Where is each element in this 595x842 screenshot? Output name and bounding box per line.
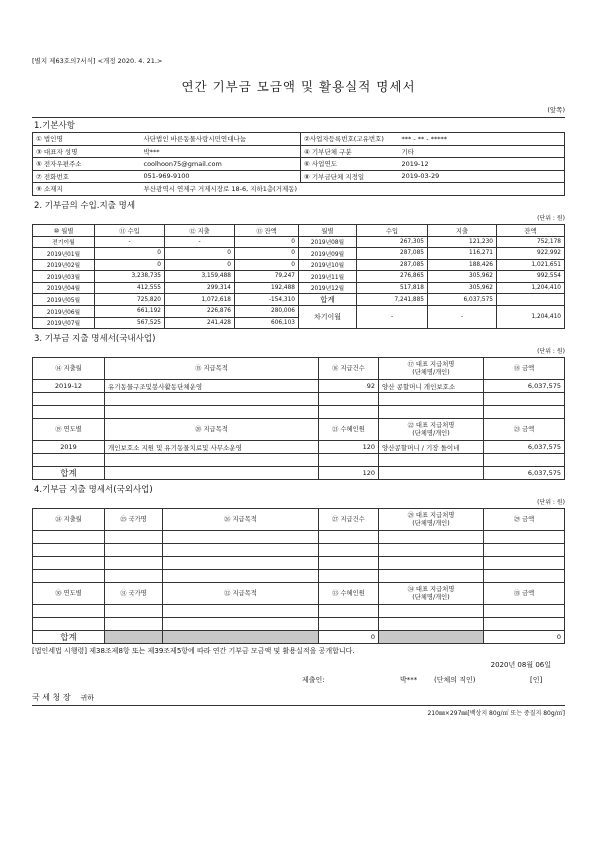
phone: 051-969-9100 xyxy=(141,170,301,183)
month-cell: 2019년12월 xyxy=(299,282,357,294)
table-row xyxy=(33,380,565,393)
balance-cell: 0 xyxy=(235,248,299,260)
balance-cell: 992,554 xyxy=(497,271,565,283)
sum-amount: 0 xyxy=(484,631,565,644)
rep-label: ③ 대표자 성명 xyxy=(33,145,141,158)
table-row xyxy=(33,441,565,454)
submitter-role: (단체의 직인) xyxy=(434,676,476,684)
income-cell: 3,238,735 xyxy=(95,271,165,283)
section3-title: 3. 기부금 지출 명세서(국내사업) xyxy=(34,334,156,344)
header-count: ⑯ 지급건수 xyxy=(319,358,379,380)
header-year: ⑲ 연도별 xyxy=(33,419,105,441)
month-cell: 2019년09월 xyxy=(299,248,357,260)
expense-cell: 305,962 xyxy=(428,282,497,294)
table-row xyxy=(33,618,565,631)
section2-title: 2. 기부금의 수입.지출 명세 xyxy=(34,200,136,211)
income-expense-table xyxy=(32,224,565,330)
header-recipient: ⑰ 대표 지급처명 (단체명/개인) xyxy=(379,358,484,380)
year-label: ⑥ 사업연도 xyxy=(301,158,399,171)
expense-cell: 3,159,488 xyxy=(165,271,235,283)
income-cell: 661,192 xyxy=(95,306,165,318)
side-label: (앞쪽) xyxy=(547,106,565,114)
submitter-label: 제출인: xyxy=(302,676,325,684)
document-title: 연간 기부금 모금액 및 활용실적 명세서 xyxy=(181,79,416,94)
year-cell: 2019 xyxy=(33,441,105,454)
expense-cell: 188,426 xyxy=(428,259,497,271)
header-amount: ⑱ 금액 xyxy=(484,358,565,380)
rep-name: 박*** xyxy=(141,145,301,158)
month-cell: 전기이월 xyxy=(33,236,95,248)
header-month-2: 월별 xyxy=(299,224,357,236)
total-label: 합계 xyxy=(299,294,357,306)
total-income: 7,241,885 xyxy=(357,294,428,306)
addressee-name: 국 세 청 장 xyxy=(32,693,71,702)
count-cell: 92 xyxy=(319,380,379,393)
expense-cell: 1,072,618 xyxy=(165,294,235,306)
table-row xyxy=(33,248,565,260)
header-balance-2: 잔액 xyxy=(497,224,565,236)
income-cell: 0 xyxy=(95,248,165,260)
month-cell: 2019년04월 xyxy=(33,282,95,294)
org-type: 기타 xyxy=(399,145,565,158)
sum-amount: 6,037,575 xyxy=(484,467,565,480)
header-income: ⑪ 수입 xyxy=(95,224,165,236)
table-row xyxy=(33,454,565,467)
header-country: ㉕ 국가명 xyxy=(105,509,163,531)
sum-count: 0 xyxy=(319,631,379,644)
balance-cell: 752,178 xyxy=(497,236,565,248)
signature-line xyxy=(32,675,565,689)
header-expense: ⑫ 지출 xyxy=(165,224,235,236)
sum-label: 합계 xyxy=(33,631,105,644)
balance-cell: -154,310 xyxy=(235,294,299,306)
balance-cell: 1,021,651 xyxy=(497,259,565,271)
designated-date: 2019-03-29 xyxy=(399,170,565,183)
bizno: *** - ** - ***** xyxy=(399,133,565,146)
type-label: ④ 기부단체 구분 xyxy=(301,145,399,158)
email-label: ⑤ 전자우편주소 xyxy=(33,158,141,171)
balance-cell: 606,103 xyxy=(235,317,299,329)
income-cell: 267,305 xyxy=(357,236,428,248)
month-cell: 2019년03월 xyxy=(33,271,95,283)
carry-income: - xyxy=(357,306,428,329)
basic-info-table xyxy=(32,132,565,196)
balance-cell: 0 xyxy=(235,236,299,248)
address-label: ⑨ 소재지 xyxy=(33,183,141,196)
header-recipient: ㉞ 대표 지급처명 (단체명/개인) xyxy=(379,583,484,605)
table-row xyxy=(33,393,565,406)
paper-spec: 210㎜×297㎜[백상지 80g/㎡ 또는 중질지 80g/㎡] xyxy=(32,705,565,717)
balance-cell: 1,204,410 xyxy=(497,282,565,294)
balance-cell: 0 xyxy=(235,259,299,271)
month-cell: 2019년02월 xyxy=(33,259,95,271)
expense-cell: 241,428 xyxy=(165,317,235,329)
month-cell: 2019년07월 xyxy=(33,317,95,329)
sum-label: 합계 xyxy=(33,467,105,480)
table-row xyxy=(33,259,565,271)
balance-cell: 79,247 xyxy=(235,271,299,283)
sum-row xyxy=(33,631,565,644)
table-row xyxy=(33,236,565,248)
carry-label: 차기이월 xyxy=(299,306,357,329)
carry-expense: - xyxy=(428,306,497,329)
expense-cell: 121,230 xyxy=(428,236,497,248)
email: coolhoon75@gmail.com xyxy=(141,158,301,171)
month-cell: 2019년05월 xyxy=(33,294,95,306)
seal-mark: [인] xyxy=(530,676,543,684)
header-year: ㉚ 연도별 xyxy=(33,583,105,605)
header-recipient: ㉘ 대표 지급처명 (단체명/개인) xyxy=(379,509,484,531)
income-cell: 517,818 xyxy=(357,282,428,294)
balance-cell: 280,006 xyxy=(235,306,299,318)
table-row xyxy=(33,557,565,570)
table-row xyxy=(33,271,565,283)
income-cell: 287,085 xyxy=(357,248,428,260)
header-amount: ㉙ 금액 xyxy=(484,509,565,531)
expense-cell: 116,271 xyxy=(428,248,497,260)
org-name-label: ① 법인명 xyxy=(33,133,141,146)
org-name: 사단법인 바른동물사랑시민연대나눔 xyxy=(141,133,301,146)
section4-title: 4.기부금 지출 명세서(국외사업) xyxy=(34,485,153,495)
header-purpose: ㉖ 지급목적 xyxy=(163,509,319,531)
month-cell: 2019년08월 xyxy=(299,236,357,248)
address: 부산광역시 연제구 거제시장로 18-6, 지하1층(거제동) xyxy=(141,183,565,196)
header-expense-month: ⑭ 지출월 xyxy=(33,358,105,380)
table-row xyxy=(33,294,565,306)
table-row xyxy=(33,406,565,419)
purpose-cell: 유기동물구조및봉사활동단체운영 xyxy=(105,380,319,393)
header-amount: ㉟ 금액 xyxy=(484,583,565,605)
balance-cell: 922,992 xyxy=(497,248,565,260)
table-row xyxy=(33,570,565,583)
month-cell: 2019년10월 xyxy=(299,259,357,271)
domestic-expense-table xyxy=(32,357,565,480)
header-purpose: ㉜ 지급목적 xyxy=(163,583,319,605)
header-purpose: ⑳ 지급목적 xyxy=(105,419,319,441)
submission-date: 2020년 08월 06일 xyxy=(490,661,551,669)
income-cell: 287,085 xyxy=(357,259,428,271)
header-country: ㉛ 국가명 xyxy=(105,583,163,605)
header-expense-month: ㉔ 지출월 xyxy=(33,509,105,531)
header-balance: ⑬ 잔액 xyxy=(235,224,299,236)
legal-note: [법인세법 시행령] 제38조제8항 또는 제39조제5항에 따라 연간 기부금 모금액 및 활용실적을 공개합니다. xyxy=(32,647,355,655)
bizno-label: ②사업자등록번호(고유번호) xyxy=(301,133,399,146)
sum-beneficiaries: 120 xyxy=(319,467,379,480)
income-cell: - xyxy=(95,236,165,248)
table-row xyxy=(33,531,565,544)
header-expense-2: 지출 xyxy=(428,224,497,236)
expense-cell: 0 xyxy=(165,259,235,271)
income-cell: 276,865 xyxy=(357,271,428,283)
header-amount: ㉓ 금액 xyxy=(484,419,565,441)
section3-unit: (단위 : 원) xyxy=(537,348,565,355)
table-row xyxy=(33,544,565,557)
overseas-expense-table xyxy=(32,508,565,644)
form-number: [별지 제63호의7서식] <개정 2020. 4. 21.> xyxy=(32,57,163,65)
addressee xyxy=(32,692,565,703)
month-cell: 2019년06월 xyxy=(33,306,95,318)
table-row xyxy=(33,306,565,318)
recipient-cell: 양산 콩할머니 개인보호소 xyxy=(379,380,484,393)
expense-cell: 0 xyxy=(165,248,235,260)
month-cell: 2019년01월 xyxy=(33,248,95,260)
balance-cell: 192,488 xyxy=(235,282,299,294)
month-cell: 2019년11월 xyxy=(299,271,357,283)
header-count: ㉗ 지급건수 xyxy=(319,509,379,531)
amount-cell: 6,037,575 xyxy=(484,380,565,393)
header-purpose: ⑮ 지급목적 xyxy=(105,358,319,380)
table-row xyxy=(33,605,565,618)
header-beneficiaries: ㉑ 수혜인원 xyxy=(319,419,379,441)
header-recipient: ㉒ 대표 지급처명 (단체명/개인) xyxy=(379,419,484,441)
purpose-cell: 개인보호소 지원 및 유기동물치료및 사무소운영 xyxy=(105,441,319,454)
business-year: 2019-12 xyxy=(399,158,565,171)
income-cell: 725,820 xyxy=(95,294,165,306)
designated-label: ⑧ 기부금단체 지정일 xyxy=(301,170,399,183)
header-beneficiaries: ㉝ 수혜인원 xyxy=(319,583,379,605)
expense-cell: 299,314 xyxy=(165,282,235,294)
total-expense: 6,037,575 xyxy=(428,294,497,306)
sum-row xyxy=(33,467,565,480)
document-page xyxy=(32,56,565,717)
income-cell: 567,525 xyxy=(95,317,165,329)
submitter-name: 박*** xyxy=(400,676,418,684)
income-cell: 0 xyxy=(95,259,165,271)
expense-cell: - xyxy=(165,236,235,248)
header-month: ⑩ 월별 xyxy=(33,224,95,236)
section1-title: 1.기본사항 xyxy=(34,121,75,131)
carry-balance: 1,204,410 xyxy=(497,306,565,329)
section4-unit: (단위 : 원) xyxy=(537,499,565,506)
expense-cell: 226,876 xyxy=(165,306,235,318)
phone-label: ⑦ 전화번호 xyxy=(33,170,141,183)
recipient-cell: 양산콩할머니 / 기장 돌이네 xyxy=(379,441,484,454)
expense-cell: 305,962 xyxy=(428,271,497,283)
expense-month-cell: 2019-12 xyxy=(33,380,105,393)
addressee-suffix: 귀하 xyxy=(80,694,95,702)
amount-cell: 6,037,575 xyxy=(484,441,565,454)
header-income-2: 수입 xyxy=(357,224,428,236)
beneficiaries-cell: 120 xyxy=(319,441,379,454)
income-cell: 412,555 xyxy=(95,282,165,294)
total-balance xyxy=(497,294,565,306)
section2-unit: (단위 : 원) xyxy=(537,214,565,222)
table-row xyxy=(33,282,565,294)
